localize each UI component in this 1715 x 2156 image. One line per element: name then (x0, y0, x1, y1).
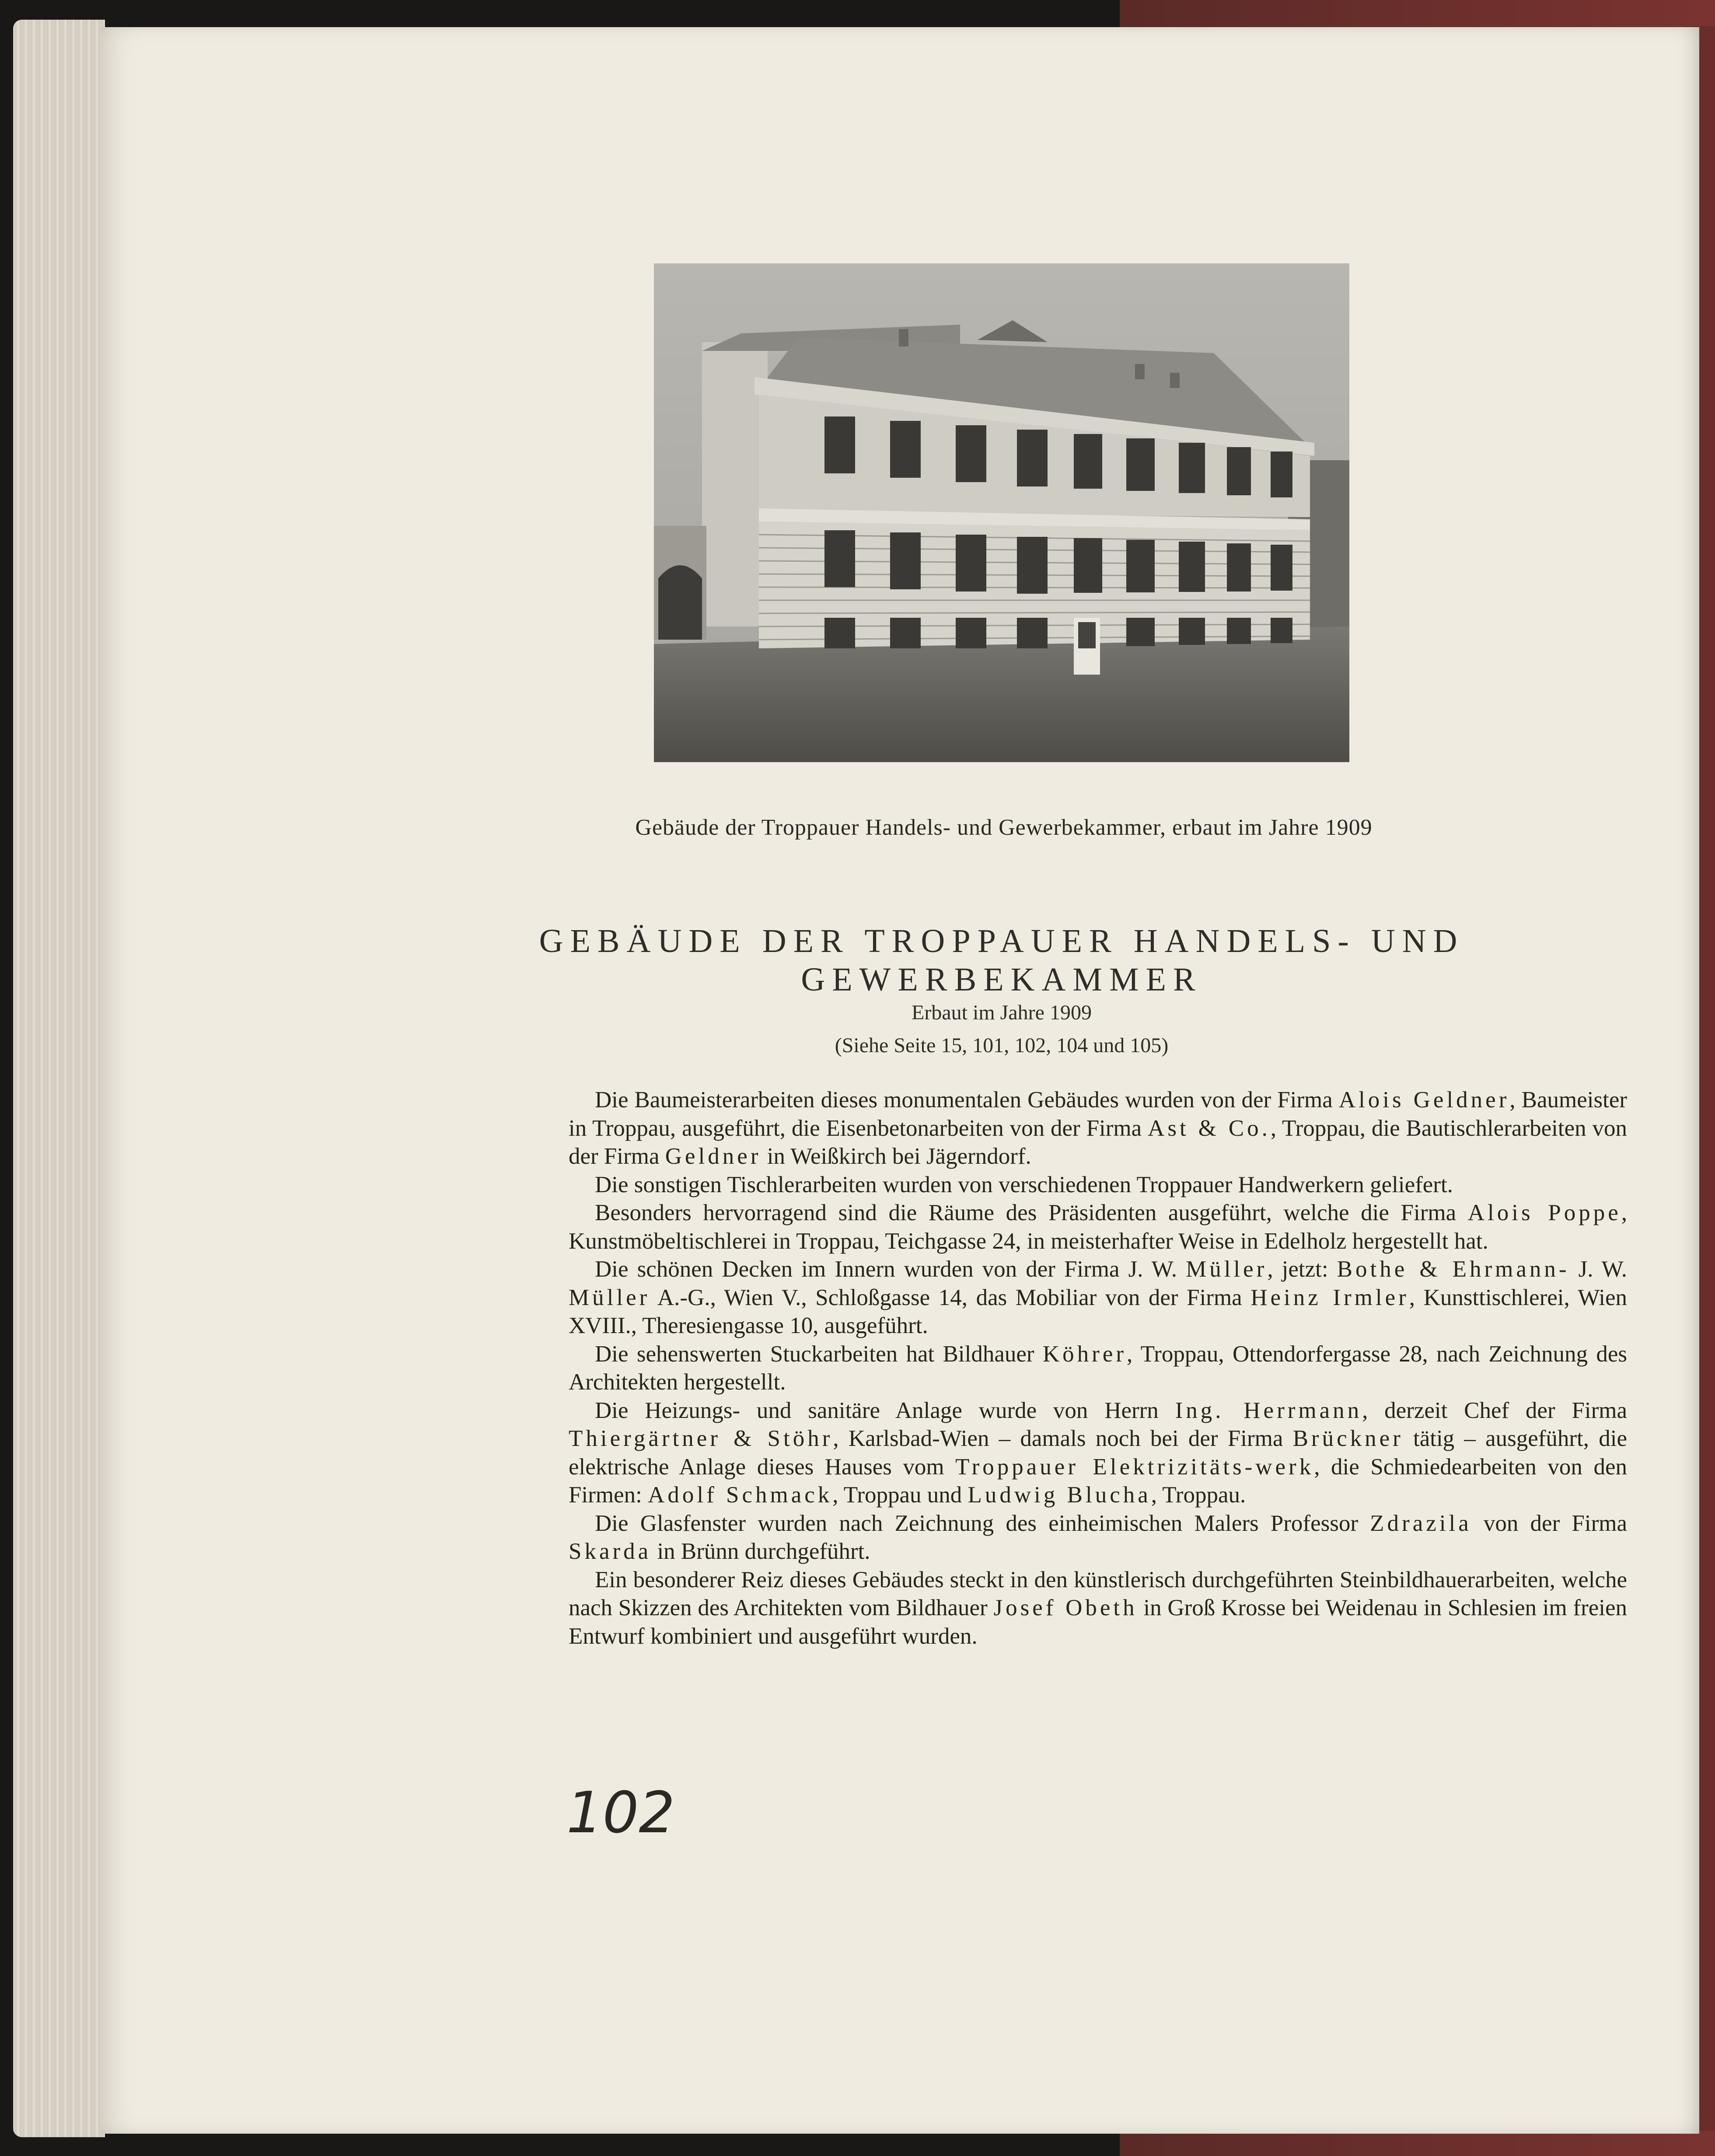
building-photo (654, 263, 1349, 762)
company-name: Geldner (665, 1144, 761, 1169)
text: in Groß Krosse bei Weidenau in Schlesien im freien Entwurf kombiniert und ausgeführt wurden. (569, 1595, 1627, 1649)
building-photo-illustration (654, 263, 1349, 762)
text: von der Firma (1471, 1510, 1627, 1536)
company-name: Heinz Irmler (1250, 1284, 1409, 1310)
book-page-edges (13, 20, 105, 2137)
text: Die schönen Decken im Innern wurden von der Firma J. W. (595, 1256, 1186, 1282)
paragraph-2 (569, 1171, 1627, 1199)
text: , Troppau, Ottendorfergasse 28, nach Zeichnung des Architekten hergestellt. (569, 1341, 1627, 1395)
paragraph-8 (569, 1566, 1627, 1651)
text: in Brünn durchgeführt. (651, 1539, 870, 1564)
text: Die Baumeisterarbeiten dieses monumentalen Gebäudes wurden von der Firma (595, 1087, 1339, 1113)
text: Die sonstigen Tischlerarbeiten wurden von verschiedenen Troppauer Handwerkern geliefert. (595, 1172, 1453, 1197)
company-name: Skarda (569, 1539, 652, 1564)
article-subtitle: Erbaut im Jahre 1909 (912, 1001, 1092, 1024)
company-name: Adolf Schmack (648, 1482, 833, 1508)
company-name: Alois Poppe (1467, 1200, 1621, 1225)
person-name: Josef Obeth (993, 1595, 1138, 1620)
text: Die sehenswerten Stuckarbeiten hat Bildhauer (595, 1341, 1043, 1367)
company-name: Ast & Co. (1148, 1115, 1271, 1141)
company-name: Thiergärtner & Stöhr (569, 1426, 833, 1451)
text: Die Heizungs- und sanitäre Anlage wurde von Herrn (595, 1397, 1175, 1423)
page-references: (Siehe Seite 15, 101, 102, 104 und 105) (835, 1034, 1169, 1057)
text: , Troppau und (832, 1482, 968, 1508)
paragraph-6 (569, 1396, 1627, 1509)
paragraph-5 (569, 1340, 1627, 1396)
article-title (437, 922, 1566, 999)
text: , Baumeister in Troppau, ausgeführt, die Eisenbetonarbeiten von der Firma (569, 1087, 1627, 1141)
person-name: Ing. Herrmann (1175, 1397, 1362, 1423)
company-name: Bothe & Ehrmann- (1337, 1256, 1570, 1282)
company-name: Müller (1186, 1256, 1268, 1282)
person-name: Köhrer (1042, 1341, 1127, 1367)
book-cover-bottom (1120, 2131, 1715, 2156)
book-cover-top (1120, 0, 1715, 31)
book-page (101, 27, 1699, 2134)
text: Besonders hervorragend sind die Räume des Präsidenten ausgeführt, welche die Firma (595, 1200, 1468, 1225)
photo-caption: Gebäude der Troppauer Handels- und Gewerbekammer, erbaut im Jahre 1909 (635, 815, 1373, 840)
text: , jetzt: (1267, 1256, 1337, 1282)
article-title-line-2: GEWERBEKAMMER (801, 961, 1202, 998)
text: A.-G., Wien V., Schloßgasse 14, das Mobiliar von der Firma (650, 1284, 1251, 1310)
page-number: 102 (566, 1779, 675, 1846)
text: , Kunstmöbeltischlerei in Troppau, Teichgasse 24, in meisterhafter Weise in Edelholz hergestellt hat. (569, 1200, 1627, 1254)
paragraph-7 (569, 1509, 1627, 1566)
company-name: Ludwig Blucha (968, 1482, 1151, 1508)
paragraph-3 (569, 1199, 1627, 1255)
company-name: Brückner (1292, 1426, 1404, 1451)
company-name: Alois Geldner (1338, 1087, 1510, 1113)
text: , Karlsbad-Wien – damals noch bei der Firma (833, 1426, 1293, 1451)
text: , die Schmiedearbeiten von den Firmen: (569, 1454, 1627, 1508)
text: , Kunsttischlerei, Wien XVIII., Theresiengasse 10, ausgeführt. (569, 1284, 1627, 1338)
text: in Weißkirch bei Jägerndorf. (761, 1144, 1031, 1169)
text: , derzeit Chef der Firma (1362, 1397, 1627, 1423)
company-name: Müller (569, 1284, 650, 1310)
article-title-line-1: GEBÄUDE DER TROPPAUER HANDELS- UND (539, 923, 1464, 959)
paragraph-4 (569, 1255, 1627, 1340)
text: Die Glasfenster wurden nach Zeichnung des einheimischen Malers Professor (595, 1510, 1370, 1536)
text: , Troppau. (1151, 1482, 1246, 1508)
text: tätig – ausgeführt, die elektrische Anlage dieses Hauses vom (569, 1426, 1627, 1480)
company-name: Troppauer Elektrizitäts-werk (955, 1454, 1314, 1480)
article-body (569, 1086, 1627, 1650)
text: J. W. (1569, 1256, 1628, 1282)
text: Ein besonderer Reiz dieses Gebäudes steckt in den künstlerisch durchgeführten Steinbildhauerarbeiten, welche nach Skizzen des Architekten vom Bildhauer (569, 1567, 1627, 1620)
person-name: Zdrazila (1370, 1510, 1472, 1536)
paragraph-1 (569, 1086, 1627, 1171)
text: , Troppau, die Bautischlerarbeiten von der Firma (569, 1115, 1628, 1169)
